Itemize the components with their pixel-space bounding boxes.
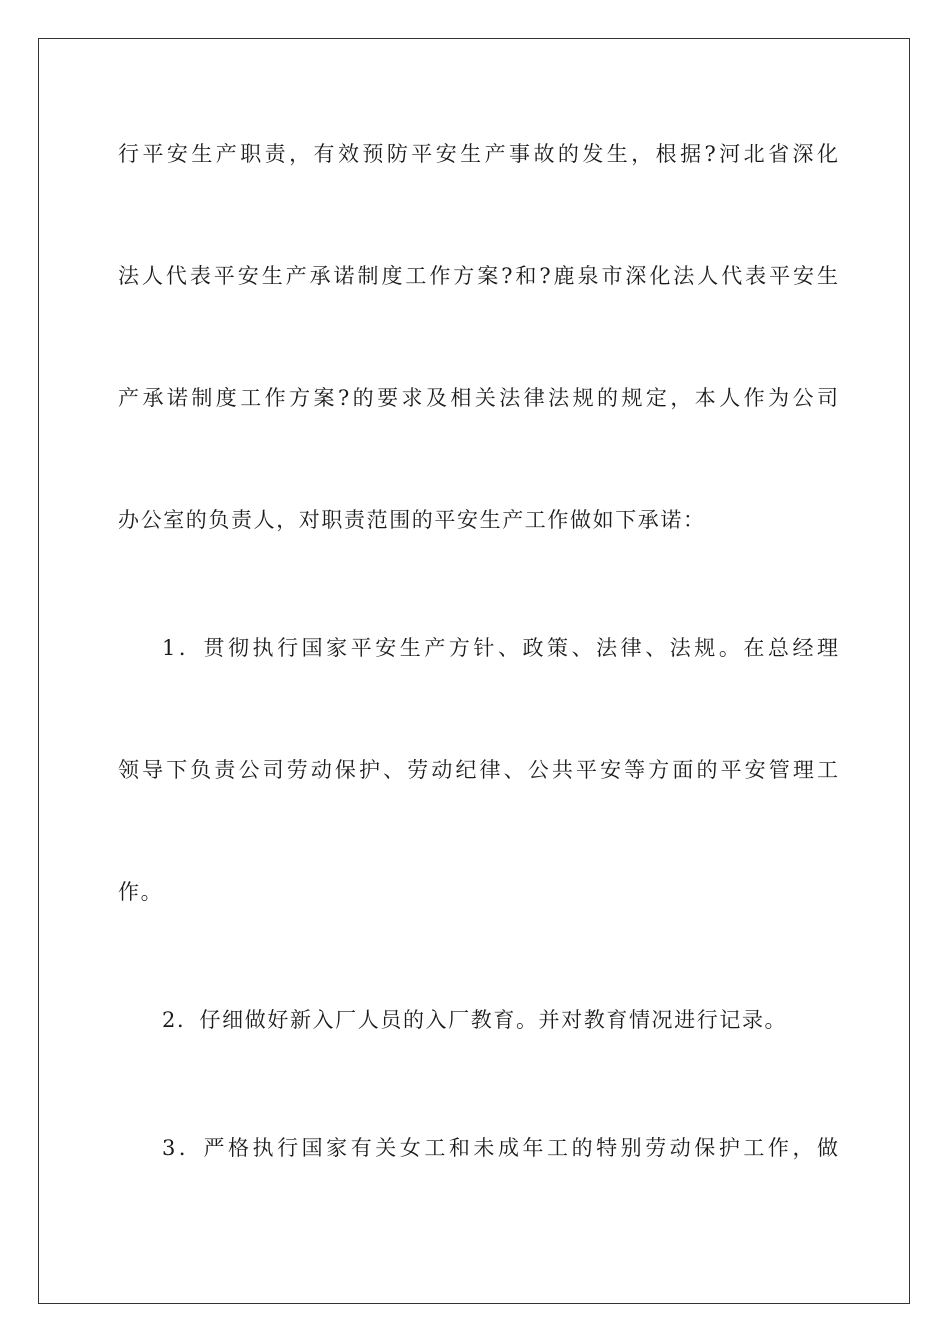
paragraph-line-2: 法人代表平安生产承诺制度工作方案?和?鹿泉市深化法人代表平安生 [118, 264, 838, 288]
list-item-1-line-1: 1．贯彻执行国家平安生产方针、政策、法律、法规。在总经理 [162, 636, 838, 660]
list-item-2: 2．仔细做好新入厂人员的入厂教育。并对教育情况进行记录。 [162, 1008, 788, 1032]
paragraph-line-4: 办公室的负责人，对职责范围的平安生产工作做如下承诺： [118, 508, 706, 532]
list-item-3-line-1: 3．严格执行国家有关女工和未成年工的特别劳动保护工作，做 [162, 1136, 838, 1160]
paragraph-line-1: 行平安生产职责，有效预防平安生产事故的发生，根据?河北省深化 [118, 142, 838, 166]
list-item-1-line-2: 领导下负责公司劳动保护、劳动纪律、公共平安等方面的平安管理工 [118, 758, 838, 782]
list-item-1-line-3: 作。 [118, 880, 164, 904]
page-border [38, 38, 910, 1304]
paragraph-line-3: 产承诺制度工作方案?的要求及相关法律法规的规定，本人作为公司 [118, 386, 838, 410]
